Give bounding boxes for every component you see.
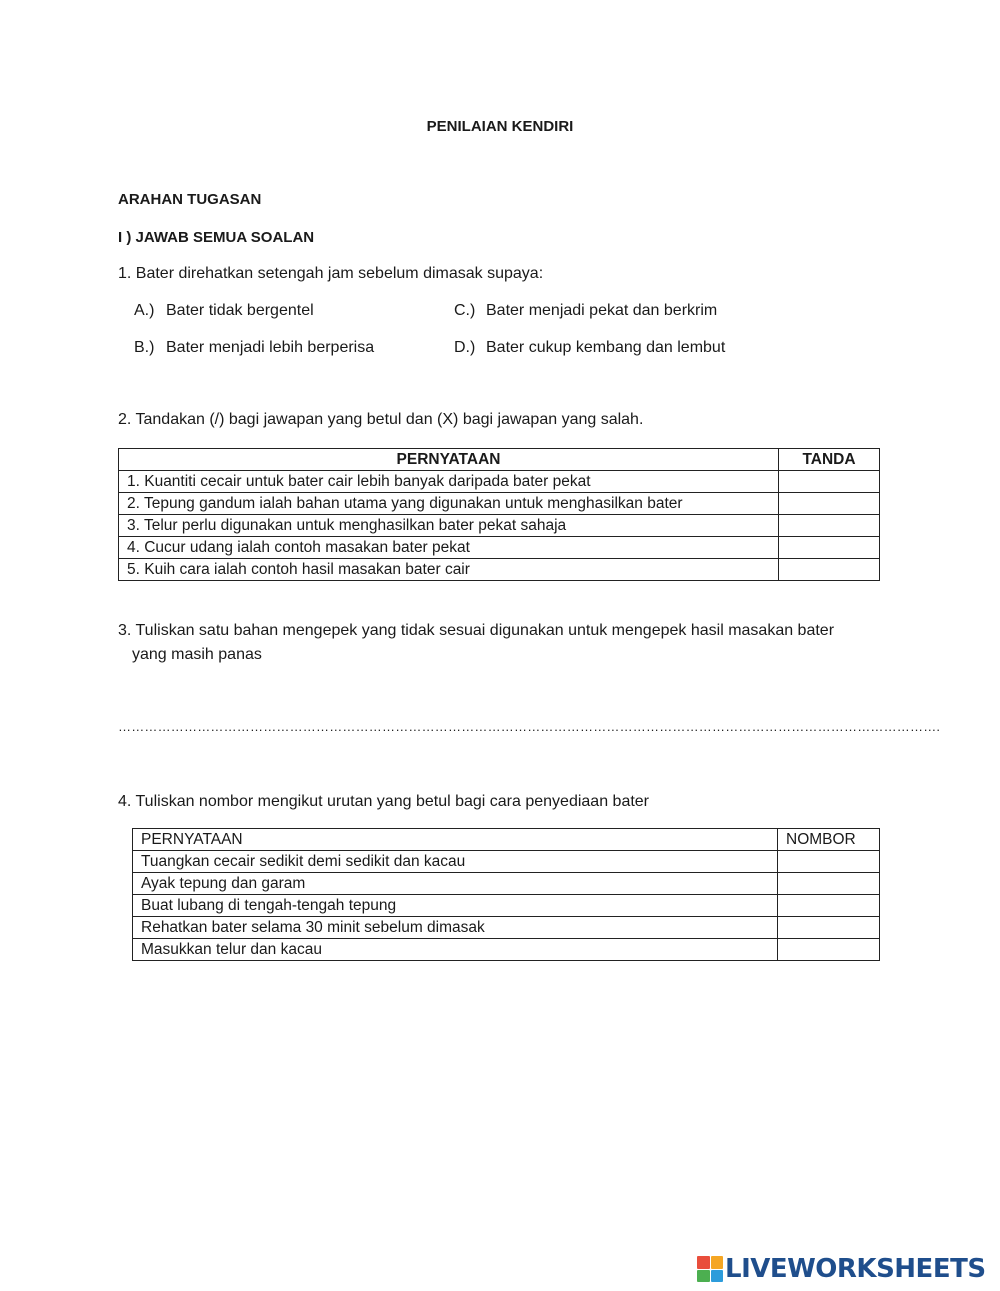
option-letter: B.) [134,339,155,356]
liveworksheets-brand [697,1255,986,1283]
statement-cell: 5. Kuih cara ialah contoh hasil masakan bater cair [119,559,779,581]
table-row [119,559,880,581]
mark-answer-cell[interactable] [779,537,880,559]
question-1-option-a[interactable] [134,302,314,320]
option-letter: A.) [134,302,155,319]
table-row [119,537,880,559]
statement-cell: Buat lubang di tengah-tengah tepung [133,895,778,917]
statement-cell: 4. Cucur udang ialah contoh masakan bater pekat [119,537,779,559]
option-text: Bater tidak bergentel [166,302,314,319]
question-2-text: 2. Tandakan (/) bagi jawapan yang betul dan (X) bagi jawapan yang salah. [118,411,644,428]
number-answer-cell[interactable] [778,851,880,873]
table-header-statement: PERNYATAAN [119,449,779,471]
logo-square-blue [711,1270,724,1283]
option-text: Bater menjadi pekat dan berkrim [486,302,718,319]
table-row [119,515,880,537]
statement-cell: Ayak tepung dan garam [133,873,778,895]
question-4-table [132,828,880,961]
question-1-option-b[interactable] [134,339,374,357]
statement-cell: Tuangkan cecair sedikit demi sedikit dan kacau [133,851,778,873]
table-row [133,895,880,917]
statement-cell: 3. Telur perlu digunakan untuk menghasilkan bater pekat sahaja [119,515,779,537]
mark-answer-cell[interactable] [779,515,880,537]
instructions-heading: ARAHAN TUGASAN [118,191,262,208]
option-text: Bater menjadi lebih berperisa [166,339,375,356]
number-answer-cell[interactable] [778,895,880,917]
logo-square-green [697,1270,710,1283]
question-3-text-continued: yang masih panas [132,646,262,663]
statement-cell: 2. Tepung gandum ialah bahan utama yang digunakan untuk menghasilkan bater [119,493,779,515]
number-answer-cell[interactable] [778,873,880,895]
table-row [133,917,880,939]
option-letter: C.) [454,302,476,319]
mark-answer-cell[interactable] [779,471,880,493]
liveworksheets-logo-icon [697,1256,723,1282]
logo-square-orange [711,1256,724,1269]
question-3-answer-line[interactable]: ……………………………………………………………………………………………………………………………………………………………………. [118,719,941,734]
table-row [133,873,880,895]
table-header-number: NOMBOR [778,829,880,851]
mark-answer-cell[interactable] [779,493,880,515]
mark-answer-cell[interactable] [779,559,880,581]
statement-cell: Masukkan telur dan kacau [133,939,778,961]
table-header-statement: PERNYATAAN [133,829,778,851]
table-row [133,939,880,961]
question-1-text: 1. Bater direhatkan setengah jam sebelum dimasak supaya: [118,265,544,282]
page-title: PENILAIAN KENDIRI [426,118,574,135]
option-text: Bater cukup kembang dan lembut [486,339,726,356]
number-answer-cell[interactable] [778,917,880,939]
question-1-option-c[interactable] [454,302,717,320]
table-header-row [119,449,880,471]
statement-cell: 1. Kuantiti cecair untuk bater cair lebih banyak daripada bater pekat [119,471,779,493]
question-1-option-d[interactable] [454,339,725,357]
table-row [119,471,880,493]
option-letter: D.) [454,339,476,356]
table-row [133,851,880,873]
question-2-table [118,448,880,581]
table-row [119,493,880,515]
question-4-text: 4. Tuliskan nombor mengikut urutan yang betul bagi cara penyediaan bater [118,793,650,810]
statement-cell: Rehatkan bater selama 30 minit sebelum dimasak [133,917,778,939]
section-heading: I ) JAWAB SEMUA SOALAN [118,229,315,246]
table-header-row [133,829,880,851]
brand-name: LIVEWORKSHEETS [725,1254,986,1284]
number-answer-cell[interactable] [778,939,880,961]
table-header-mark: TANDA [779,449,880,471]
question-3-text: 3. Tuliskan satu bahan mengepek yang tidak sesuai digunakan untuk mengepek hasil masakan bater [118,622,835,639]
logo-square-red [697,1256,710,1269]
